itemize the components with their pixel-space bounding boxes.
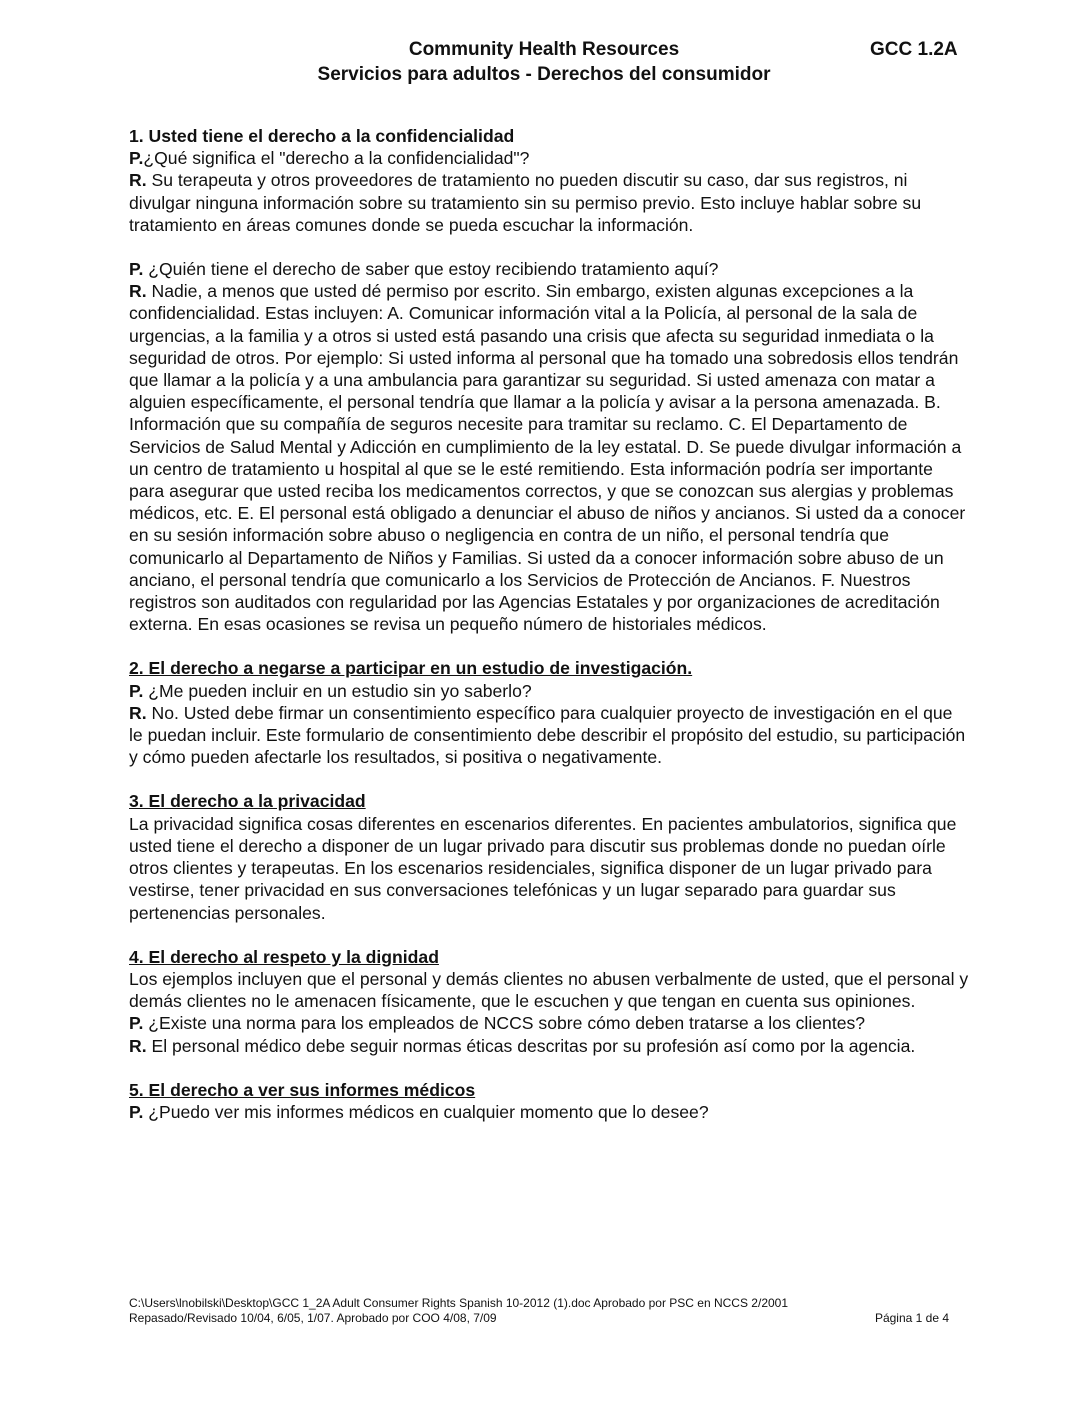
question xyxy=(129,1101,969,1123)
section-title: 4. El derecho al respeto y la dignidad xyxy=(129,946,439,967)
document-body xyxy=(129,125,969,1123)
question-text: ¿Puedo ver mis informes médicos en cualquier momento que lo desee? xyxy=(143,1101,709,1122)
question-label: P. xyxy=(129,259,144,280)
answer-label: R. xyxy=(129,702,147,723)
section-title: 5. El derecho a ver sus informes médicos xyxy=(129,1079,476,1100)
question xyxy=(129,680,969,702)
question-label: P. xyxy=(129,680,144,701)
section-title: 1. Usted tiene el derecho a la confidencialidad xyxy=(129,126,515,146)
section-medical-records xyxy=(129,1079,969,1123)
footer-revision: Repasado/Revisado 10/04, 6/05, 1/07. Aprobado por COO 4/08, 7/09 xyxy=(129,1311,497,1325)
answer-label: R. xyxy=(129,170,147,191)
question xyxy=(129,1012,969,1034)
question xyxy=(129,258,969,280)
answer xyxy=(129,1035,969,1057)
answer-text: El personal médico debe seguir normas éticas descritas por su profesión así como por la agencia. xyxy=(146,1035,916,1056)
section-respect xyxy=(129,946,969,1057)
answer-text: Nadie, a menos que usted dé permiso por escrito. Sin embargo, existen algunas excepciones a la confidencialidad. Estas incluyen: A. Comunicar información vital a la Policía, al personal de la sala de urgencias, a la familia y a otros si usted está pasando una crisis que afecta su seguridad inmediata o la seguridad de otros. Por ejemplo: Si usted informa al personal que ha tomado una sobredosis ellos tendrán que llamar a la policía y a una ambulancia para garantizar su seguridad. Si usted amenaza con matar a alguien específicamente, el personal tendría que llamar a la policía y avisar a la persona amenazada. B. Información que su compañía de seguros necesite para tramitar su reclamo. C. El Departamento de Servicios de Salud Mental y Adicción en cumplimiento de la ley estatal. D. Se puede divulgar información a un centro de tratamiento u hospital al que se le esté remitiendo. Esta información podría ser importante para asegurar que usted reciba los medicamentos correctos, y que se conozcan sus alergias y problemas médicos, etc. E. El personal está obligado a denunciar el abuso de niños y ancianos. Si usted da a conocer en su sesión información sobre abuso o negligencia en contra de un niño, el personal tendría que comunicarlo al Departamento de Niños y Familias. Si usted da a conocer información sobre abuso de un anciano, el personal tendría que comunicarlo a los Servicios de Protección de Ancianos. F. Nuestros registros son auditados con regularidad por las Agencias Estatales y por organizaciones de acreditación externa. En esas ocasiones se revisa un pequeño número de historiales médicos. xyxy=(129,281,966,635)
footer-file-path: C:\Users\lnobilski\Desktop\GCC 1_2A Adult Consumer Rights Spanish 10-2012 (1).doc Aprobado por PSC en NCCS 2/2001 xyxy=(129,1296,789,1310)
document-code: GCC 1.2A xyxy=(870,39,958,60)
document-subtitle: Servicios para adultos - Derechos del consumidor xyxy=(317,64,771,85)
answer xyxy=(129,280,969,635)
answer xyxy=(129,169,969,236)
section-body: Los ejemplos incluyen que el personal y demás clientes no abusen verbalmente de usted, que el personal y demás clientes no le amenacen físicamente, que le escuchen y que tengan en cuenta sus opiniones. xyxy=(129,968,969,1012)
question xyxy=(129,147,969,169)
question-text: ¿Me pueden incluir en un estudio sin yo saberlo? xyxy=(143,680,532,701)
page-number: Página 1 de 4 xyxy=(874,1311,949,1325)
section-title: 3. El derecho a la privacidad xyxy=(129,791,366,812)
question-label: P. xyxy=(129,1013,144,1034)
question-label: P. xyxy=(129,1101,144,1122)
answer-label: R. xyxy=(129,1035,147,1056)
org-name: Community Health Resources xyxy=(408,39,680,60)
question-text: ¿Qué significa el "derecho a la confidencialidad"? xyxy=(143,148,530,169)
section-privacy xyxy=(129,790,969,923)
section-body: La privacidad significa cosas diferentes en escenarios diferentes. En pacientes ambulatorios, significa que usted tiene el derecho a disponer de un lugar privado para discutir sus problemas donde no puedan oírle otros clientes y terapeutas. En los escenarios residenciales, significa disponer de un lugar privado para vestirse, tener privacidad en sus conversaciones telefónicas y un lugar separado para guardar sus pertenencias personales. xyxy=(129,813,957,923)
answer-text: Su terapeuta y otros proveedores de tratamiento no pueden discutir su caso, dar sus registros, ni divulgar ninguna información sobre su tratamiento sin su permiso previo. Esto incluye hablar sobre su tratamiento en áreas comunes donde se pueda escuchar la información. xyxy=(129,170,922,235)
answer-label: R. xyxy=(129,281,147,302)
section-title: 2. El derecho a negarse a participar en un estudio de investigación. xyxy=(129,658,693,679)
question-label: P. xyxy=(129,148,144,169)
section-confidentiality xyxy=(129,125,969,635)
footer-row xyxy=(129,1311,949,1326)
question-text: ¿Quién tiene el derecho de saber que estoy recibiendo tratamiento aquí? xyxy=(143,259,719,280)
question-text: ¿Existe una norma para los empleados de NCCS sobre cómo deben tratarse a los clientes? xyxy=(143,1013,866,1034)
section-research xyxy=(129,657,969,768)
page-footer xyxy=(129,1296,949,1326)
answer-text: No. Usted debe firmar un consentimiento específico para cualquier proyecto de investigación en el que le puedan incluir. Este formulario de consentimiento debe describir el propósito del estudio, su participación y cómo pueden afectarle los resultados, si positiva o negativamente. xyxy=(129,702,966,768)
answer xyxy=(129,702,969,769)
